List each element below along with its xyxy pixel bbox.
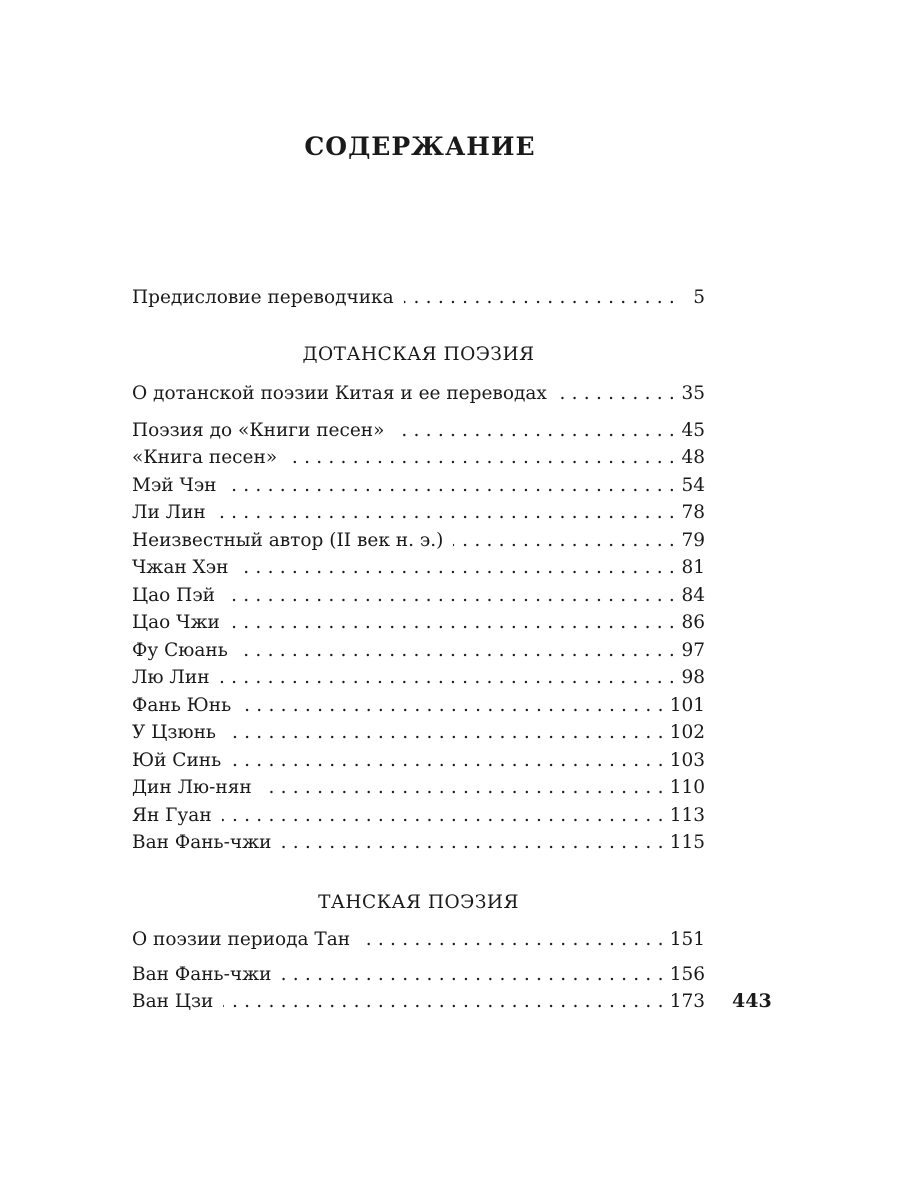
toc-leader-dots xyxy=(216,501,675,525)
toc-entry-label: Ван Фань-чжи xyxy=(132,964,272,985)
toc-entry-label: Ли Лин xyxy=(132,502,206,523)
toc-entry-label: Ян Гуан xyxy=(132,805,212,826)
toc-entry xyxy=(132,721,705,745)
toc-entry-page: 45 xyxy=(681,420,705,441)
toc-entry xyxy=(132,749,705,773)
toc-entry-label: О поэзии периода Тан xyxy=(132,929,351,950)
toc-leader-dots xyxy=(287,446,675,470)
toc-entry xyxy=(132,776,705,800)
toc-leader-dots xyxy=(394,419,675,443)
toc-entry-page: 35 xyxy=(681,383,705,404)
toc-entry xyxy=(132,446,705,470)
page-title: СОДЕРЖАНИЕ xyxy=(304,132,536,161)
section-heading-tang: ТАНСКАЯ ПОЭЗИЯ xyxy=(318,892,519,913)
toc-entry xyxy=(132,529,705,553)
section-heading-pretang: ДОТАНСКАЯ ПОЭЗИЯ xyxy=(302,344,535,365)
toc-entry-page: 115 xyxy=(669,832,705,853)
toc-leader-dots xyxy=(231,749,664,773)
toc-entry-label: Фань Юнь xyxy=(132,695,232,716)
toc-leader-dots xyxy=(238,556,675,580)
toc-entry xyxy=(132,474,705,498)
toc-entry-label: Дин Лю-нян xyxy=(132,777,252,798)
toc-leader-dots xyxy=(241,694,664,718)
toc-entry-label: Лю Лин xyxy=(132,667,210,688)
toc-entry-label: Чжан Хэн xyxy=(132,557,229,578)
toc-entry-label: У Цзюнь xyxy=(132,722,216,743)
toc-entry-page: 156 xyxy=(669,964,705,985)
toc-entry xyxy=(132,584,705,608)
toc-entry-label: Ван Фань-чжи xyxy=(132,832,272,853)
toc-entry-page: 102 xyxy=(669,722,705,743)
toc-entry-label: «Книга песен» xyxy=(132,447,278,468)
toc-entry-page: 48 xyxy=(681,447,705,468)
toc-entry-label: Мэй Чэн xyxy=(132,475,217,496)
toc-entry-preface xyxy=(132,286,705,310)
toc-leader-dots xyxy=(453,529,675,553)
toc-entry xyxy=(132,804,705,828)
toc-leader-dots xyxy=(281,831,663,855)
toc-entry-label: Фу Сюань xyxy=(132,640,228,661)
toc-leader-dots xyxy=(404,286,675,310)
toc-entry-label: Поэзия до «Книги песен» xyxy=(132,420,385,441)
toc-entry-page: 173 xyxy=(669,991,705,1012)
toc-entry-page: 113 xyxy=(669,805,705,826)
toc-entry-label: О дотанской поэзии Китая и ее переводах xyxy=(132,383,547,404)
toc-entry-page: 98 xyxy=(681,667,705,688)
toc-entry xyxy=(132,639,705,663)
toc-leader-dots xyxy=(220,666,675,690)
toc-entry-page: 54 xyxy=(681,475,705,496)
toc-entry-page: 97 xyxy=(681,640,705,661)
toc-leader-dots xyxy=(360,928,664,952)
toc-entry xyxy=(132,963,705,987)
toc-leader-dots xyxy=(238,639,675,663)
toc-entry-page: 79 xyxy=(681,530,705,551)
toc-entry-label: Неизвестный автор (II век н. э.) xyxy=(132,530,444,551)
toc-entry xyxy=(132,666,705,690)
toc-leader-dots xyxy=(230,611,675,635)
toc-leader-dots xyxy=(226,721,664,745)
toc-leader-dots xyxy=(262,776,664,800)
toc-entry-page: 78 xyxy=(681,502,705,523)
toc-entry-label: Ван Цзи xyxy=(132,991,214,1012)
toc-leader-dots xyxy=(557,382,675,406)
toc-entry-page: 151 xyxy=(669,929,705,950)
toc-entry xyxy=(132,990,705,1014)
toc-entry-section1-intro xyxy=(132,382,705,406)
toc-entry-page: 5 xyxy=(693,287,705,308)
toc-entry-label: Цао Чжи xyxy=(132,612,220,633)
toc-leader-dots xyxy=(281,963,663,987)
toc-entry xyxy=(132,694,705,718)
toc-entry xyxy=(132,556,705,580)
toc-leader-dots xyxy=(225,584,675,608)
toc-entry-page: 86 xyxy=(681,612,705,633)
toc-entry-label: Юй Синь xyxy=(132,750,222,771)
toc-leader-dots xyxy=(222,804,664,828)
toc-leader-dots xyxy=(227,474,675,498)
toc-entry-page: 101 xyxy=(669,695,705,716)
page-number: 443 xyxy=(732,990,772,1012)
toc-entry-page: 103 xyxy=(669,750,705,771)
toc-entry xyxy=(132,831,705,855)
toc-leader-dots xyxy=(223,990,663,1014)
toc-entry xyxy=(132,501,705,525)
toc-entry xyxy=(132,419,705,443)
toc-entry-page: 110 xyxy=(669,777,705,798)
toc-entry-label: Цао Пэй xyxy=(132,585,216,606)
toc-entry-page: 84 xyxy=(681,585,705,606)
toc-entry-label: Предисловие переводчика xyxy=(132,287,394,308)
toc-entry-page: 81 xyxy=(681,557,705,578)
toc-entry-section2-intro xyxy=(132,928,705,952)
toc-entry xyxy=(132,611,705,635)
